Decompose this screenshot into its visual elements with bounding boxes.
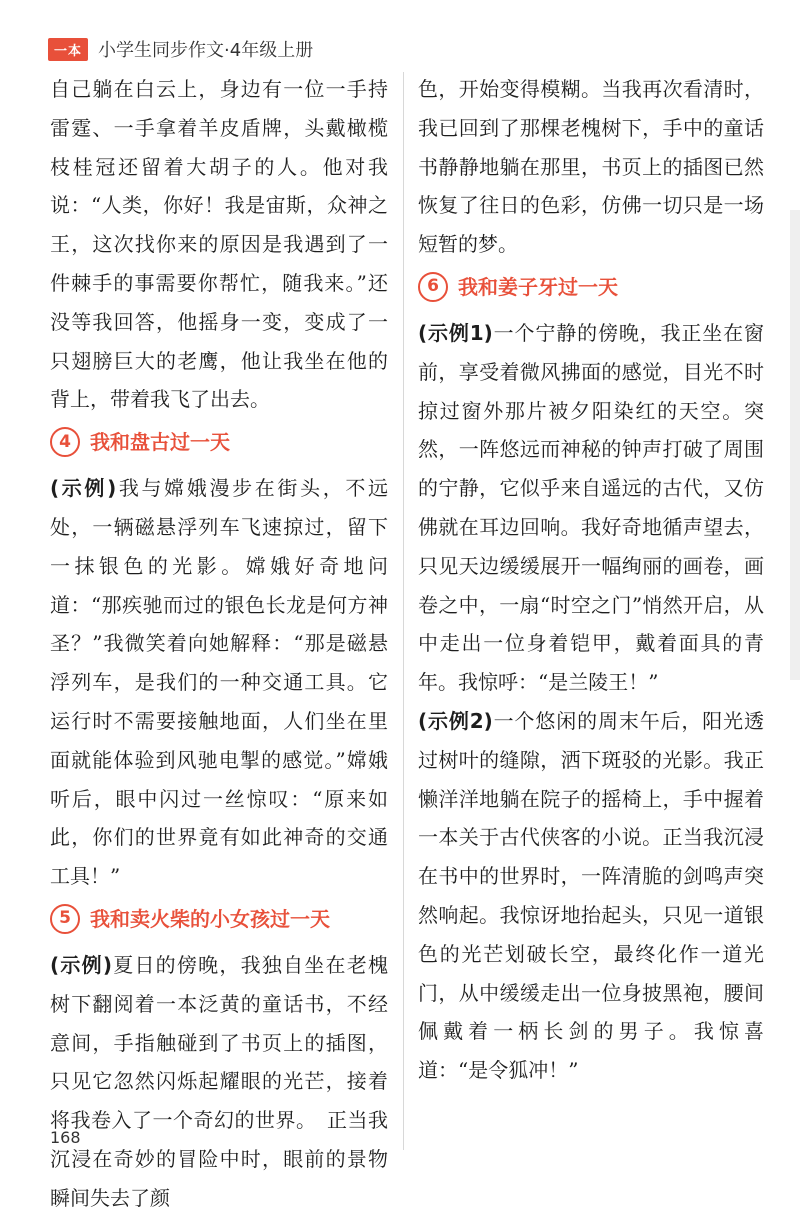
right-column [418,70,764,1090]
column-divider [403,72,404,1150]
page-edge-tab [790,210,800,680]
section-5-heading [50,898,388,940]
section-4-title: 我和盘古过一天 [90,429,230,454]
section-5-title: 我和卖火柴的小女孩过一天 [90,906,330,931]
section-5-paragraph [50,946,388,1218]
brand-logo: 一本 [48,38,88,61]
intro-paragraph: 自己躺在白云上，身边有一位一手持雷霆、一手拿着羊皮盾牌，头戴橄榄枝桂冠还留着大胡子的人。他对我说：“人类，你好！我是宙斯，众神之王，这次找你来的原因是我遇到了一件棘手的事需要你帮忙，随我来。”还没等我回答，他摇身一变，变成了一只翅膀巨大的老鹰，他让我坐在他的背上，带着我飞了出去。 [50,77,388,412]
continuation-paragraph: 色，开始变得模糊。当我再次看清时，我已回到了那棵老槐树下，手中的童话书静静地躺在那里，书页上的插图已然恢复了往日的色彩，仿佛一切只是一场短暂的梦。 [418,77,764,257]
page-number: 168 [50,1128,81,1147]
section-5-example-tag: (示例) [50,952,112,977]
example-2-text: 一个悠闲的周末午后，阳光透过树叶的缝隙，洒下斑驳的光影。我正懒洋洋地躺在院子的摇椅上，手中握着一本关于古代侠客的小说。正当我沉浸在书中的世界时，一阵清脆的剑鸣声突然响起。我惊讶地抬起头，只见一道银色的光芒划破长空，最终化作一道光门，从中缓缓走出一位身披黑袍，腰间佩戴着一柄长剑的男子。我惊喜道：“是令狐冲！” [418,708,765,1083]
example-1-tag: (示例1) [418,320,493,345]
section-4-number: 4 [50,427,80,457]
example-2-tag: (示例2) [418,708,493,733]
section-6-title: 我和姜子牙过一天 [458,274,618,299]
section-4-paragraph [50,469,388,896]
book-title: 小学生同步作文·4年级上册 [98,40,314,61]
page-header [48,36,313,62]
section-5-number: 5 [50,904,80,934]
left-column [50,70,388,1218]
section-6-example-1 [418,314,764,702]
example-1-text: 一个宁静的傍晚，我正坐在窗前，享受着微风拂面的感觉，目光不时掠过窗外那片被夕阳染红的天空。突然，一阵悠远而神秘的钟声打破了周围的宁静，它似乎来自遥远的古代，又仿佛就在耳边回响。我好奇地循声望去，只见天边缓缓展开一幅绚丽的画卷，画卷之中，一扇“时空之门”悄然开启，从中走出一位身着铠甲，戴着面具的青年。我惊呼：“是兰陵王！” [418,320,765,695]
section-5-text: 夏日的傍晚，我独自坐在老槐树下翻阅着一本泛黄的童话书，不经意间，手指触碰到了书页上的插图，只见它忽然闪烁起耀眼的光芒，接着将我卷入了一个奇幻的世界。 正当我沉浸在奇妙的冒险中时，眼前的景物瞬间失去了颜 [50,952,389,1210]
section-6-heading [418,266,764,308]
section-6-example-2 [418,702,764,1090]
section-6-number: 6 [418,272,448,302]
section-4-example-tag: (示例) [50,476,117,501]
section-4-text: 我与嫦娥漫步在街头，不远处，一辆磁悬浮列车飞速掠过，留下一抹银色的光影。嫦娥好奇地问道：“那疾驰而过的银色长龙是何方神圣？”我微笑着向她解释：“那是磁悬浮列车，是我们的一种交通工具。它运行时不需要接触地面，人们坐在里面就能体验到风驰电掣的感觉。”嫦娥听后，眼中闪过一丝惊叹：“原来如此，你们的世界竟有如此神奇的交通工具！” [50,476,389,889]
section-4-heading [50,421,388,463]
